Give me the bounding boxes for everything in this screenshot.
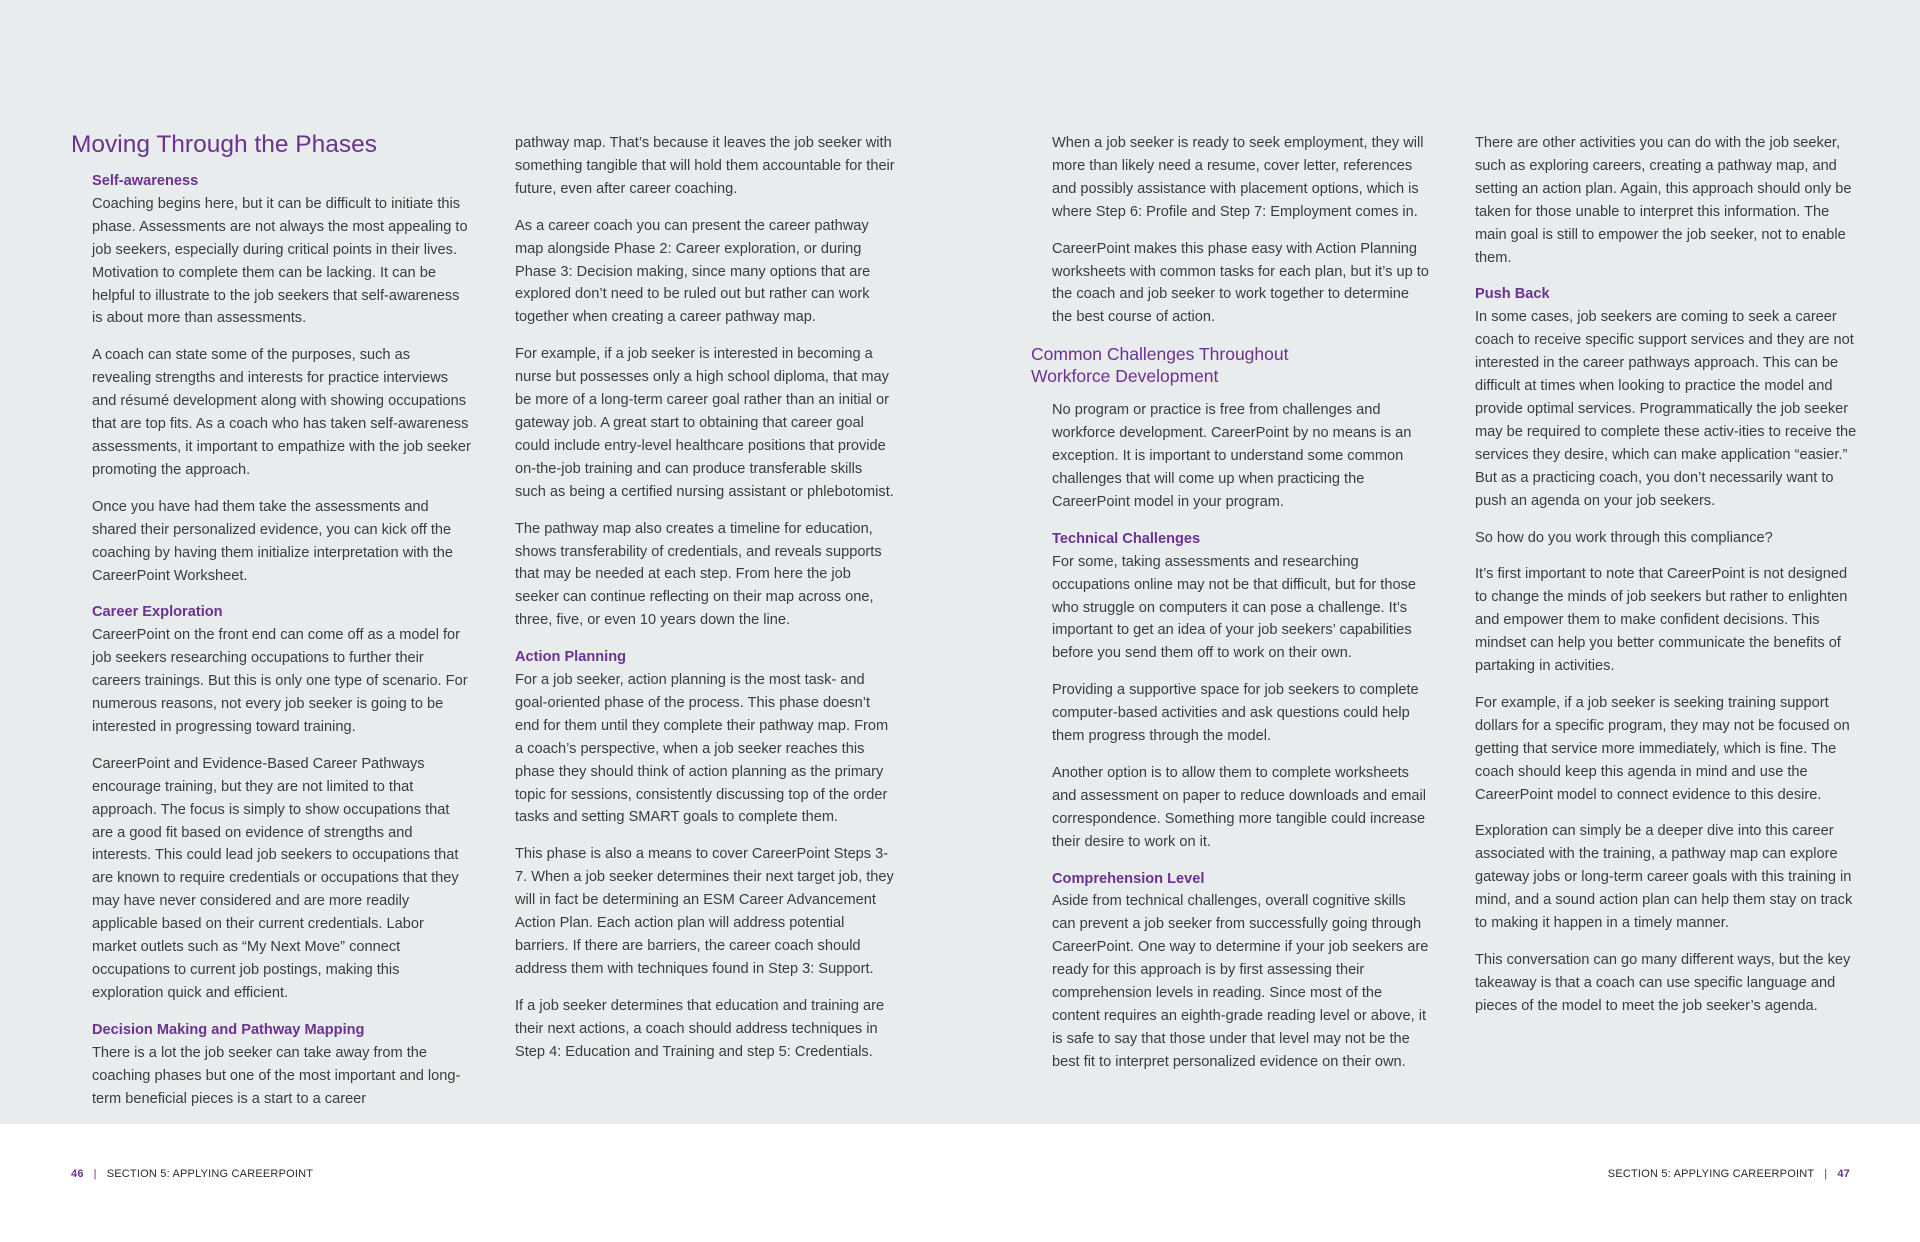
heading-common-challenges (1031, 343, 1431, 387)
column-1 (71, 130, 471, 1124)
footer-section-title: SECTION 5: APPLYING CAREERPOINT (106, 1168, 314, 1180)
paragraph: There are other activities you can do with the job seeker, such as exploring careers, creating a pathway map, and setting an action plan. Again, this approach should only be taken for those unable to interpret this information. The main goal is still to empower the job seeker, not to enable them. (1475, 135, 1852, 266)
heading-self-awareness: Self-awareness (92, 173, 199, 189)
heading-line: Common Challenges Throughout (1031, 344, 1289, 365)
heading-comprehension-level: Comprehension Level (1052, 870, 1205, 887)
paragraph: Once you have had them take the assessments and shared their personalized evidence, you can kick off the coaching by having them initialize interpretation with the CareerPoint Worksheet. (92, 498, 453, 584)
paragraph: Aside from technical challenges, overall cognitive skills can prevent a job seeker from successfully going through CareerPoint. One way to determine if your job seekers are ready for this approach is by first assessing their comprehension levels in reading. Since most of the content requires an eighth-grade reading level or above, it is safe to say that those under that level may not be the best fit to interpret personalized evidence on their own. (1052, 893, 1429, 1070)
paragraph: No program or practice is free from challenges and workforce development. CareerPoint by no means is an exception. It is important to understand some common challenges that will come up when practicing the CareerPoint model in your program. (1052, 402, 1412, 510)
paragraph: Providing a supportive space for job seekers to complete computer-based activities and ask questions could help them progress through the model. (1052, 682, 1419, 745)
paragraph: It’s first important to note that CareerPoint is not designed to change the minds of job seekers but rather to enlighten and empower them to make confident decisions. This mindset can help you better communicate the benefits of partaking in activities. (1475, 566, 1848, 675)
column-2 (515, 132, 895, 1078)
paragraph: If a job seeker determines that education and training are their next actions, a coach should address techniques in Step 4: Education and Training and step 5: Credentials. (515, 997, 885, 1060)
footer-left (71, 1168, 313, 1180)
paragraph: pathway map. That’s because it leaves the job seeker with something tangible that will hold them accountable for their future, even after career coaching. (515, 135, 895, 197)
paragraph: This phase is also a means to cover CareerPoint Steps 3-7. When a job seeker determines their next target job, they will in fact be determining an ESM Career Advancement Action Plan. Each action plan will address potential barriers. If there are barriers, the career coach should address them with techniques found in Step 3: Support. (515, 846, 894, 977)
column-3 (1031, 132, 1431, 1088)
paragraph: For example, if a job seeker is interested in becoming a nurse but possesses only a high school diploma, that may be more of a long-term career goal rather than an initial or gateway job. A great start to obtaining that career goal could include entry-level healthcare positions that provide on-the-job training and can produce transferable skills such as being a certified nursing assistant or phlebotomist. (515, 346, 894, 500)
paragraph: Coaching begins here, but it can be difficult to initiate this phase. Assessments are not always the most appealing to job seekers, especially during critical points in their lives. Motivation to complete them can be lacking. It can be helpful to illustrate to the job seekers that self-awareness is about more than assessments. (92, 195, 468, 327)
heading-career-exploration: Career Exploration (92, 604, 223, 621)
footer-section-title: SECTION 5: APPLYING CAREERPOINT (1607, 1168, 1815, 1180)
heading-technical-challenges: Technical Challenges (1052, 530, 1201, 547)
paragraph: CareerPoint and Evidence-Based Career Pathways encourage training, but they are not limited to that approach. The focus is simply to show occupations that are a good fit based on evidence of strengths and interests. This could lead job seekers to occupations that are known to require credentials or occupations that they may have never considered and are more readily applicable based on their current credentials. Labor market outlets such as “My Next Move” connect occupations to current job postings, making this exploration quick and efficient. (92, 755, 459, 1001)
footer-separator: | (93, 1168, 97, 1180)
heading-push-back: Push Back (1475, 286, 1550, 303)
paragraph: There is a lot the job seeker can take away from the coaching phases but one of the most important and long-term beneficial pieces is a start to a career (92, 1044, 461, 1107)
column-4 (1475, 132, 1861, 1032)
paragraph: As a career coach you can present the career pathway map alongside Phase 2: Career exploration, or during Phase 3: Decision making, since many options that are explored don’t need to be ruled out but rather can work together when creating a career pathway map. (515, 217, 871, 326)
paragraph: In some cases, job seekers are coming to seek a career coach to receive specific support services and they are not interested in the career pathways approach. This can be difficult at times when looking to practice the model and provide optimal services. Programmatically the job seeker may be required to complete these activ-ities to receive the services they desire, which can make application “easier.” But as a practicing coach, you don’t necessarily want to push an agenda on your job seekers. (1475, 309, 1857, 509)
paragraph: Exploration can simply be a deeper dive into this career associated with the training, a pathway map can explore gateway jobs or long-term career goals with this training in mind, and a sound action plan can help them stay on track to making it happen in a timely manner. (1475, 823, 1853, 932)
paragraph: This conversation can go many different ways, but the key takeaway is that a coach can use specific language and pieces of the model to meet the job seeker’s agenda. (1475, 952, 1851, 1014)
footer-right (1608, 1168, 1850, 1180)
heading-decision-making: Decision Making and Pathway Mapping (92, 1021, 365, 1038)
footer-separator: | (1824, 1168, 1828, 1180)
paragraph: So how do you work through this compliance? (1475, 529, 1773, 546)
paragraph: When a job seeker is ready to seek employment, they will more than likely need a resume, cover letter, references and possibly assistance with placement options, which is where Step 6: Profile and Step 7: Employment comes in. (1052, 135, 1424, 220)
page-title: Moving Through the Phases (71, 131, 377, 158)
paragraph: For example, if a job seeker is seeking training support dollars for a specific program, they may not be focused on getting that service more immediately, which is fine. The coach should keep this agenda in mind and use the CareerPoint model to connect evidence to this desire. (1475, 694, 1850, 803)
paragraph: A coach can state some of the purposes, such as revealing strengths and interests for practice interviews and résumé development along with showing occupations that are top fits. As a coach who has taken self-awareness assessments, it important to empathize with the job seeker promoting the approach. (92, 347, 471, 478)
paragraph: Another option is to allow them to complete worksheets and assessment on paper to reduce downloads and email correspondence. Something more tangible could increase their desire to work on it. (1052, 764, 1427, 850)
paragraph: For a job seeker, action planning is the most task- and goal-oriented phase of the process. This phase doesn’t end for them until they complete their pathway map. From a coach’s perspective, when a job seeker reaches this phase they should think of action planning as the primary topic for sessions, consistently discussing top of the order tasks and setting SMART goals to complete them. (515, 672, 889, 826)
paragraph: For some, taking assessments and researching occupations online may not be that difficult, but for those who struggle on computers it can pose a challenge. It’s important to get an idea of your job seekers’ capabilities before you send them off to work on their own. (1052, 553, 1416, 662)
paragraph: CareerPoint on the front end can come off as a model for job seekers researching occupations to further their careers trainings. But this is only one type of scenario. For numerous reasons, not every job seeker is going to be interested in progressing toward training. (92, 627, 468, 735)
paragraph: The pathway map also creates a timeline for education, shows transferability of credentials, and reveals supports that may be needed at each step. From here the job seeker can continue reflecting on their map across one, three, five, or even 10 years down the line. (515, 520, 882, 629)
heading-line: Workforce Development (1031, 366, 1219, 387)
paragraph: CareerPoint makes this phase easy with Action Planning worksheets with common tasks for each plan, but it’s up to the coach and job seeker to work together to determine the best course of action. (1052, 240, 1429, 326)
page-number-left: 46 (71, 1168, 84, 1180)
page-number-right: 47 (1837, 1168, 1850, 1180)
heading-action-planning: Action Planning (515, 649, 627, 666)
